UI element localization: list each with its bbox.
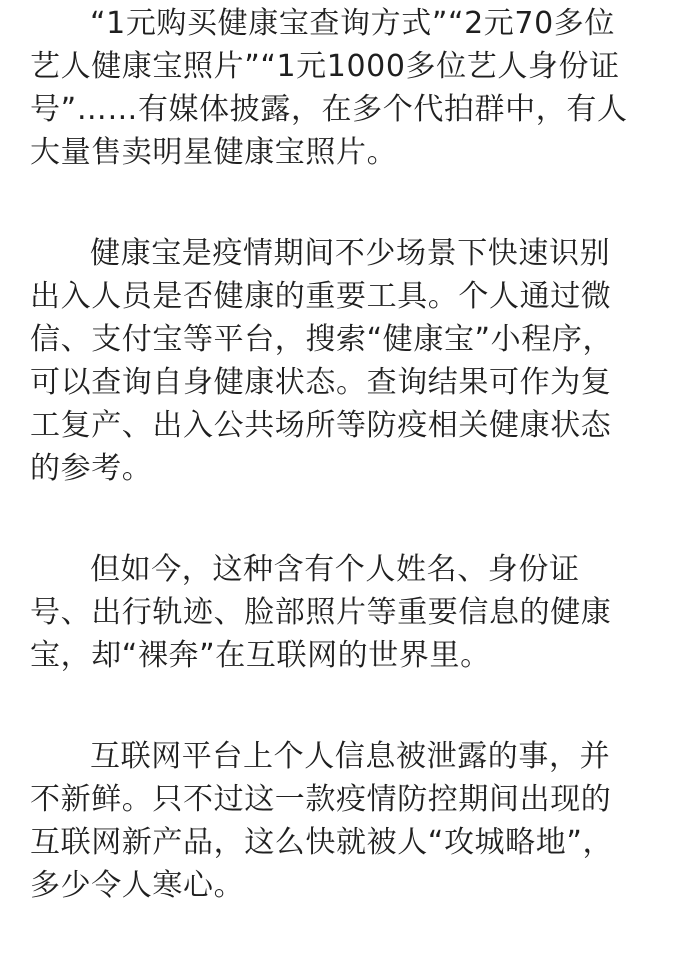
paragraph-2 [30,232,649,490]
text-line: 健康宝是疫情期间不少场景下快速识别 [90,236,611,271]
text-line: 号、出行轨迹、脸部照片等重要信息的健康 [30,595,612,630]
text-line: 互联网平台上个人信息被泄露的事，并 [90,739,611,774]
text-line: 艺人健康宝照片”“1元1000多位艺人身份证 [30,49,620,84]
text-line: 号”……有媒体披露，在多个代拍群中，有人 [30,92,628,127]
article-body [0,2,677,978]
text-line: 但如今，这种含有个人姓名、身份证 [90,552,580,587]
paragraph-4 [30,735,649,907]
text-line: 的参考。 [30,451,153,486]
text-line: 不新鲜。只不过这一款疫情防控期间出现的 [30,782,612,817]
text-line: 信、支付宝等平台，搜索“健康宝”小程序， [30,322,614,357]
paragraph-1 [30,2,649,174]
text-line: 可以查询自身健康状态。查询结果可作为复 [30,365,612,400]
text-line: 出入人员是否健康的重要工具。个人通过微 [30,279,612,314]
text-line: 互联网新产品，这么快就被人“攻城略地”， [30,825,614,860]
text-line: 多少令人寒心。 [30,868,245,903]
text-line: 工复产、出入公共场所等防疫相关健康状态 [30,408,612,443]
paragraph-3 [30,548,649,677]
text-line: “1元购买健康宝查询方式”“2元70多位 [90,6,615,41]
text-line: 大量售卖明星健康宝照片。 [30,135,398,170]
text-line: 宝，却“裸奔”在互联网的世界里。 [30,638,491,673]
